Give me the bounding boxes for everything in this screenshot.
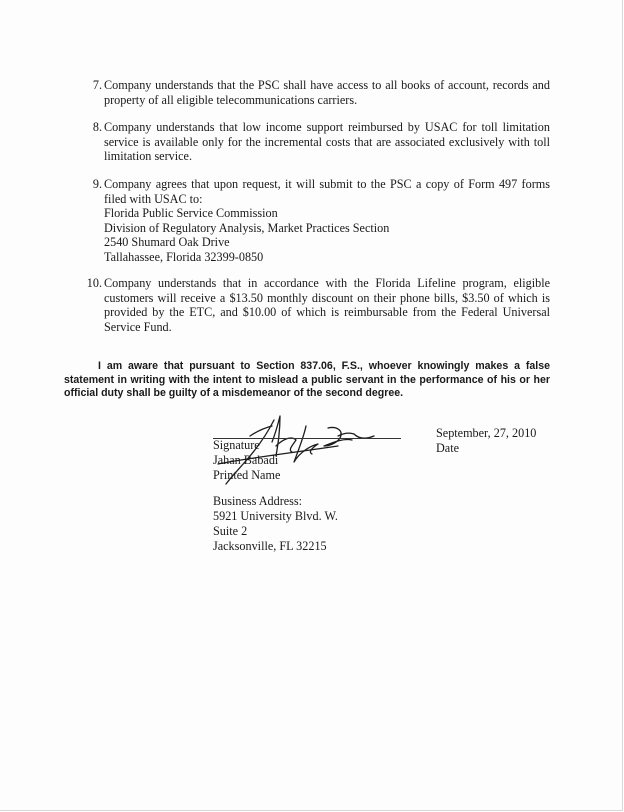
item-number: 10.: [86, 276, 102, 290]
printed-name-label: Printed Name: [213, 468, 281, 482]
business-address-line-3: Jacksonville, FL 32215: [213, 539, 327, 553]
date-label: Date: [436, 441, 460, 455]
perjury-warning: [64, 360, 550, 401]
item-text: Company understands that the PSC shall have access to all books of account, records and property of all eligible telecommunications carriers.: [104, 78, 550, 107]
item-number: 8.: [92, 120, 102, 134]
psc-address-line-2: Division of Regulatory Analysis, Market Practices Section: [104, 220, 390, 235]
psc-address-line-1: Florida Public Service Commission: [104, 206, 278, 220]
psc-address-line-4: Tallahassee, Florida 32399-0850: [104, 249, 264, 264]
list-item-10: [80, 276, 550, 334]
list-item-7: [80, 78, 550, 107]
list-item-9: [80, 177, 550, 264]
warning-text: I am aware that pursuant to Section 837.06, F.S., whoever knowingly makes a false statement in writing with the intent to mislead a public servant in the performance of his or her official duty shall be guilty of a misdemeanor of the second degree.: [64, 360, 550, 400]
business-address-line-1: 5921 University Blvd. W.: [213, 509, 338, 523]
item-text: Company understands that low income support reimbursed by USAC for toll limitation service is available only for the incremental costs that are associated exclusively with toll limitation service.: [104, 120, 550, 163]
item-number: 9.: [92, 177, 102, 191]
printed-name: Jahan Babadi: [213, 453, 279, 467]
signature-label: Signature: [213, 438, 260, 452]
item-number: 7.: [92, 78, 102, 92]
item-text: Company agrees that upon request, it will submit to the PSC a copy of Form 497 forms filed with USAC to:: [104, 177, 550, 206]
item-text: Company understands that in accordance with the Florida Lifeline program, eligible customers will receive a $13.50 monthly discount on their phone bills, $3.50 of which is provided by the ETC, and $10.00 of which is reimbursable from the Federal Universal Service Fund.: [104, 276, 550, 334]
business-address-label: Business Address:: [213, 494, 303, 508]
date-value: September, 27, 2010: [436, 426, 537, 440]
business-address: [213, 494, 338, 554]
signature-block: [213, 438, 280, 483]
psc-address-line-3: 2540 Shumard Oak Drive: [104, 235, 230, 249]
date-block: [436, 426, 536, 456]
business-address-line-2: Suite 2: [213, 524, 248, 538]
list-item-8: [80, 120, 550, 164]
